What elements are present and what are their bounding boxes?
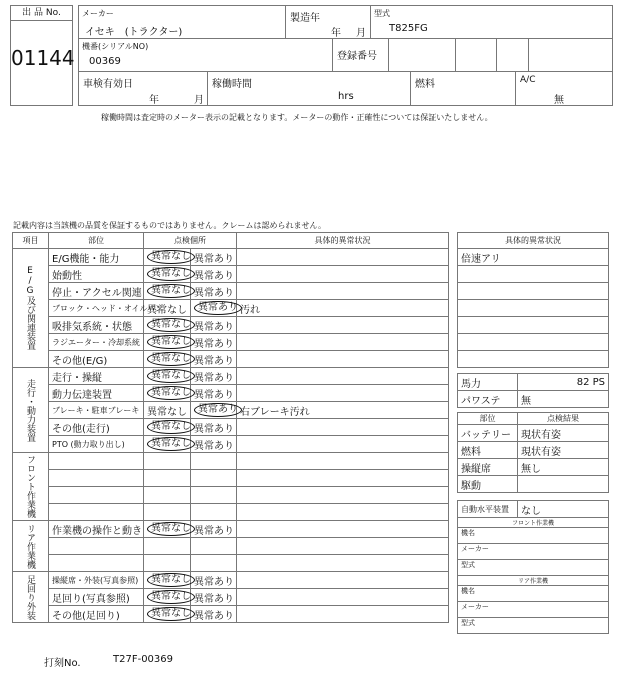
detail-note <box>237 368 449 385</box>
lot-number-box <box>10 5 73 106</box>
detail-note <box>237 249 449 266</box>
detail-note <box>237 385 449 402</box>
check-header-part: 部位 <box>458 413 518 425</box>
issue-option: 異常あり <box>194 576 234 588</box>
check-ok[interactable] <box>144 249 191 266</box>
issue-option: 異常あり <box>194 321 234 333</box>
detail-note: 汚れ <box>237 300 449 317</box>
lot-label: 出 品 No. <box>11 6 72 21</box>
check-ng[interactable] <box>191 504 237 521</box>
no-issue-option: 異常なし <box>147 352 195 366</box>
issue-option: 異常あり <box>194 372 234 384</box>
check-ng[interactable] <box>191 368 237 385</box>
check-ng[interactable] <box>191 300 237 317</box>
serial-value: 00369 <box>89 56 121 67</box>
insp-year-unit: 年 <box>149 95 159 106</box>
issue-row <box>458 317 609 334</box>
issue-text <box>458 351 609 368</box>
check-ng[interactable] <box>191 249 237 266</box>
check-ok[interactable] <box>144 555 191 572</box>
insp-month-unit: 月 <box>194 95 204 106</box>
implement-row <box>458 560 609 576</box>
check-ng[interactable] <box>191 419 237 436</box>
part-name: E/G機能・能力 <box>49 249 144 266</box>
detail-note <box>237 572 449 589</box>
col-header-part: 部位 <box>49 233 144 249</box>
no-issue-option: 異常なし <box>147 590 195 604</box>
check-row <box>458 425 609 442</box>
no-issue-option: 異常なし <box>147 437 195 451</box>
check-ng[interactable] <box>191 487 237 504</box>
check-ng[interactable] <box>191 538 237 555</box>
implement-row <box>458 528 609 544</box>
part-name <box>49 504 144 521</box>
disclaimer: 記載内容は当該機の品質を保証するものではありません。クレームは認められません。 <box>13 221 326 230</box>
reg-cell <box>389 39 456 72</box>
issue-option: 異常あり <box>194 389 234 401</box>
detail-note <box>237 589 449 606</box>
detail-note <box>237 555 449 572</box>
implement-row <box>458 602 609 618</box>
inspection-table <box>12 232 449 623</box>
stamp-value: T27F-00369 <box>113 654 174 665</box>
ps-label: パワステ <box>458 391 518 408</box>
issue-row <box>458 351 609 368</box>
table-row <box>13 266 449 283</box>
maker-value: イセキ (トラクター) <box>85 27 183 38</box>
month-unit: 月 <box>356 28 366 39</box>
part-name: その他(E/G) <box>49 351 144 368</box>
issue-option: 異常あり <box>194 355 234 367</box>
no-issue-option: 異常なし <box>147 267 195 281</box>
table-row <box>13 504 449 521</box>
check-ok[interactable] <box>144 470 191 487</box>
detail-note <box>237 419 449 436</box>
check-ok[interactable] <box>144 589 191 606</box>
reg-cell <box>456 39 497 72</box>
check-ok[interactable] <box>144 538 191 555</box>
issues-header: 具体的異常状況 <box>458 233 609 249</box>
detail-note <box>237 351 449 368</box>
part-name: 作業機の操作と動き <box>49 521 144 538</box>
check-ok[interactable] <box>144 419 191 436</box>
check-ok[interactable] <box>144 283 191 300</box>
detail-note <box>237 317 449 334</box>
part-name: 操縦席・外装(写真参照) <box>49 572 144 589</box>
detail-note <box>237 470 449 487</box>
table-row <box>13 249 449 266</box>
issue-option: 異常あり <box>194 253 234 265</box>
table-row <box>13 334 449 351</box>
check-row <box>458 442 609 459</box>
check-result <box>518 476 609 493</box>
no-issue-option: 異常なし <box>147 406 187 418</box>
check-ng[interactable] <box>191 606 237 623</box>
implement-field-label: 機名 <box>458 586 609 602</box>
col-header-detail: 具体的異常状況 <box>237 233 449 249</box>
table-row <box>13 402 449 419</box>
part-name <box>49 487 144 504</box>
table-row <box>13 555 449 572</box>
check-ng[interactable] <box>191 453 237 470</box>
detail-note <box>237 266 449 283</box>
check-part: 駆動 <box>458 476 518 493</box>
col-header-item: 項目 <box>13 233 49 249</box>
no-issue-option: 異常なし <box>147 369 195 383</box>
check-ok[interactable] <box>144 487 191 504</box>
issue-option: 異常あり <box>194 610 234 622</box>
issue-row <box>458 283 609 300</box>
table-row <box>13 470 449 487</box>
col-header-check: 点検個所 <box>144 233 237 249</box>
fuel-label: 燃料 <box>415 79 435 90</box>
front-header: フロント作業機 <box>458 518 609 528</box>
check-ok[interactable] <box>144 317 191 334</box>
table-row <box>13 283 449 300</box>
implement-row <box>458 544 609 560</box>
detail-note: 右ブレーキ汚れ <box>237 402 449 419</box>
model-value: T825FG <box>389 23 428 34</box>
no-issue-option: 異常なし <box>147 386 195 400</box>
part-name: ブレーキ・駐車ブレーキ <box>49 402 144 419</box>
issue-text <box>458 283 609 300</box>
group-label: 足回り外装 <box>13 572 49 623</box>
part-name: その他(足回り) <box>49 606 144 623</box>
check-ok[interactable] <box>144 453 191 470</box>
check-ok[interactable] <box>144 504 191 521</box>
part-name <box>49 538 144 555</box>
issue-text <box>458 334 609 351</box>
check-part: 燃料 <box>458 442 518 459</box>
issue-row <box>458 249 609 266</box>
issue-row <box>458 266 609 283</box>
check-ng[interactable] <box>191 334 237 351</box>
no-issue-option: 異常なし <box>147 607 195 621</box>
check-ng[interactable] <box>191 266 237 283</box>
hp-value: 82 PS <box>518 374 609 391</box>
reg-label: 登録番号 <box>337 51 377 62</box>
implement-row <box>458 618 609 634</box>
machine-info <box>78 5 613 106</box>
check-ok[interactable] <box>144 521 191 538</box>
part-name: 走行・操縦 <box>49 368 144 385</box>
table-row <box>13 385 449 402</box>
no-issue-option: 異常なし <box>147 250 195 264</box>
ps-value: 無 <box>518 391 609 408</box>
ac-label: A/C <box>520 75 536 85</box>
no-issue-option: 異常なし <box>147 304 187 316</box>
check-ng[interactable] <box>191 351 237 368</box>
check-ok[interactable] <box>144 402 191 419</box>
check-table <box>457 412 609 493</box>
implement-field-label: 型式 <box>458 618 609 634</box>
detail-note <box>237 538 449 555</box>
check-ng[interactable] <box>191 436 237 453</box>
implement-field-label: メーカー <box>458 602 609 618</box>
no-issue-option: 異常なし <box>147 522 195 536</box>
check-ng[interactable] <box>191 317 237 334</box>
check-ok[interactable] <box>144 436 191 453</box>
detail-note <box>237 436 449 453</box>
part-name: PTO (動力取り出し) <box>49 436 144 453</box>
hours-label: 稼働時間 <box>212 79 252 90</box>
check-ng[interactable] <box>191 385 237 402</box>
check-row <box>458 459 609 476</box>
detail-note <box>237 606 449 623</box>
check-ng[interactable] <box>191 521 237 538</box>
table-row <box>13 589 449 606</box>
detail-note <box>237 334 449 351</box>
detail-note <box>237 487 449 504</box>
check-ok[interactable] <box>144 351 191 368</box>
issue-text <box>458 266 609 283</box>
group-label: リア作業機 <box>13 521 49 572</box>
check-ng[interactable] <box>191 283 237 300</box>
check-ok[interactable] <box>144 368 191 385</box>
no-issue-option: 異常なし <box>147 318 195 332</box>
part-name: 足回り(写真参照) <box>49 589 144 606</box>
part-name: 吸排気系統・状態 <box>49 317 144 334</box>
year-label: 製造年 <box>290 13 320 24</box>
check-ok[interactable] <box>144 334 191 351</box>
group-label: フロント作業機 <box>13 453 49 521</box>
table-row <box>13 436 449 453</box>
check-ok[interactable] <box>144 572 191 589</box>
table-row <box>13 368 449 385</box>
table-row <box>13 300 449 317</box>
auto-level-value: なし <box>518 501 609 518</box>
issue-option: 異常あり <box>194 423 234 435</box>
part-name: 停止・アクセル関連 <box>49 283 144 300</box>
model-label: 型式 <box>374 9 390 18</box>
check-ng[interactable] <box>191 402 237 419</box>
issues-table <box>457 232 609 368</box>
issue-option: 異常あり <box>194 403 242 417</box>
part-name: ブロック・ヘッド・オイルパン <box>49 300 144 317</box>
issue-row <box>458 334 609 351</box>
part-name <box>49 453 144 470</box>
check-result: 現状有姿 <box>518 425 609 442</box>
detail-note <box>237 453 449 470</box>
part-name: 始動性 <box>49 266 144 283</box>
no-issue-option: 異常なし <box>147 573 195 587</box>
auto-level-label: 自動水平装置 <box>458 501 518 518</box>
part-name <box>49 555 144 572</box>
year-unit: 年 <box>331 28 341 39</box>
part-name: その他(走行) <box>49 419 144 436</box>
part-name <box>49 470 144 487</box>
check-ng[interactable] <box>191 572 237 589</box>
spec-table <box>457 373 609 408</box>
no-issue-option: 異常なし <box>147 284 195 298</box>
hours-note: 稼働時間は査定時のメーター表示の記載となります。メーターの動作・正確性については保証いたしません。 <box>101 113 493 122</box>
check-ng[interactable] <box>191 589 237 606</box>
issue-option: 異常あり <box>194 287 234 299</box>
table-row <box>13 538 449 555</box>
table-row <box>13 317 449 334</box>
check-result: 無し <box>518 459 609 476</box>
issue-option: 異常あり <box>194 301 242 315</box>
issue-option: 異常あり <box>194 593 234 605</box>
table-row <box>13 419 449 436</box>
check-ok[interactable] <box>144 385 191 402</box>
check-header-result: 点検結果 <box>518 413 609 425</box>
implement-section-header <box>458 518 609 528</box>
check-ng[interactable] <box>191 470 237 487</box>
table-row <box>13 487 449 504</box>
table-row <box>13 521 449 538</box>
implement-field-label: メーカー <box>458 544 609 560</box>
ac-value: 無 <box>554 95 564 106</box>
part-name: ラジエーター・冷却系統 <box>49 334 144 351</box>
issue-text: 倍速アリ <box>458 249 609 266</box>
implement-section-header <box>458 576 609 586</box>
issue-text <box>458 317 609 334</box>
check-part: 操縦席 <box>458 459 518 476</box>
check-result: 現状有姿 <box>518 442 609 459</box>
check-ok[interactable] <box>144 606 191 623</box>
inspection-label: 車検有効日 <box>83 79 133 90</box>
part-name: 動力伝達装置 <box>49 385 144 402</box>
stamp-label: 打刻No. <box>44 658 81 669</box>
group-label: 走行・動力装置 <box>13 368 49 453</box>
check-row <box>458 476 609 493</box>
table-row <box>13 606 449 623</box>
no-issue-option: 異常なし <box>147 335 195 349</box>
hours-unit: hrs <box>338 91 354 102</box>
issue-option: 異常あり <box>194 270 234 282</box>
lot-number: 01144 <box>11 46 75 70</box>
table-row <box>13 453 449 470</box>
issue-row <box>458 300 609 317</box>
check-ng[interactable] <box>191 555 237 572</box>
implement-field-label: 機名 <box>458 528 609 544</box>
detail-note <box>237 283 449 300</box>
no-issue-option: 異常なし <box>147 420 195 434</box>
implement-field-label: 型式 <box>458 560 609 576</box>
reg-cell <box>497 39 529 72</box>
rear-header: リア作業機 <box>458 576 609 586</box>
check-part: バッテリー <box>458 425 518 442</box>
implement-row <box>458 586 609 602</box>
maker-label: メーカー <box>82 9 114 18</box>
issue-option: 異常あり <box>194 338 234 350</box>
table-row <box>13 351 449 368</box>
issue-text <box>458 300 609 317</box>
reg-cell <box>529 39 613 72</box>
group-label: E/G及び関連装置 <box>13 249 49 368</box>
detail-note <box>237 521 449 538</box>
hp-label: 馬力 <box>458 374 518 391</box>
issue-option: 異常あり <box>194 440 234 452</box>
issue-option: 異常あり <box>194 525 234 537</box>
check-ok[interactable] <box>144 266 191 283</box>
check-ok[interactable] <box>144 300 191 317</box>
detail-note <box>237 504 449 521</box>
table-row <box>13 572 449 589</box>
implement-table <box>457 500 609 634</box>
serial-label: 機番(シリアルNO) <box>82 42 149 51</box>
